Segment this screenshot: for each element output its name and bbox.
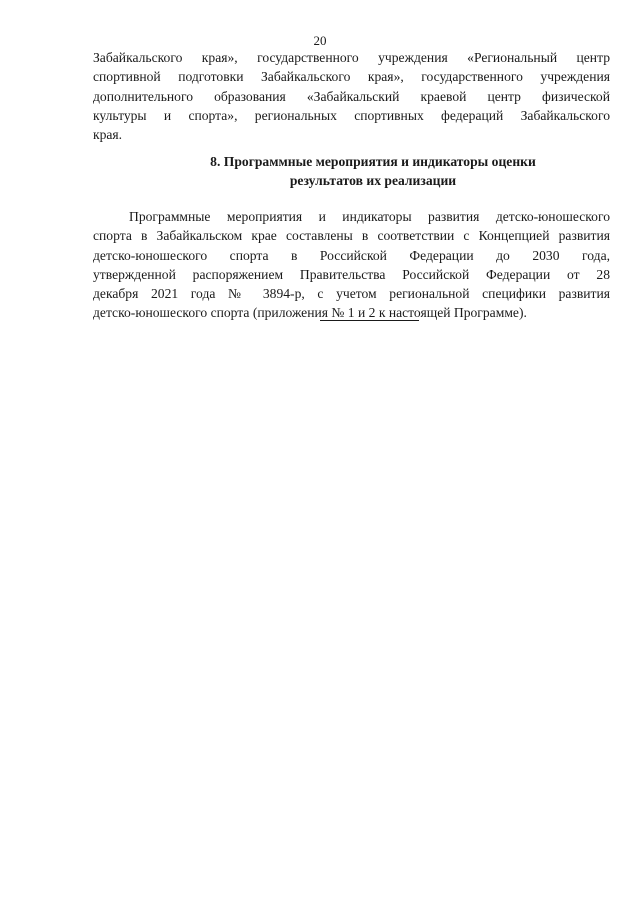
paragraph-line: культуры и спорта», региональных спортивных федераций Забайкальского [93,107,610,123]
paragraph-line: спортивной подготовки Забайкальского края», государственного учреждения [93,69,610,85]
end-separator-line [320,320,419,321]
body-paragraph [93,207,610,323]
paragraph-line: детско-юношеского спорта в Российской Федерации до 2030 года, [93,247,610,263]
continuation-paragraph [93,48,610,144]
section-heading-line: результатов их реализации [289,173,457,188]
section-heading-line: 8. Программные мероприятия и индикаторы оценки [210,154,536,169]
page-number: 20 [313,33,327,48]
paragraph-line: дополнительного образования «Забайкальский краевой центр физической [93,88,610,104]
paragraph-line: края. [93,127,123,143]
paragraph-line: спорта в Забайкальском крае составлены в соответствии с Концепцией развития [93,228,610,244]
paragraph-line: декабря 2021 года № 3894-р, с учетом региональной специфики развития [93,286,610,302]
paragraph-line: утвержденной распоряжением Правительства Российской Федерации от 28 [93,266,610,282]
paragraph-line: Забайкальского края», государственного учреждения «Региональный центр [93,50,610,65]
paragraph-line: детско-юношеского спорта (приложения № 1 и 2 к настоящей Программе). [93,305,527,321]
section-heading [93,152,640,190]
paragraph-line: Программные мероприятия и индикаторы развития детско-юношеского [129,209,610,224]
